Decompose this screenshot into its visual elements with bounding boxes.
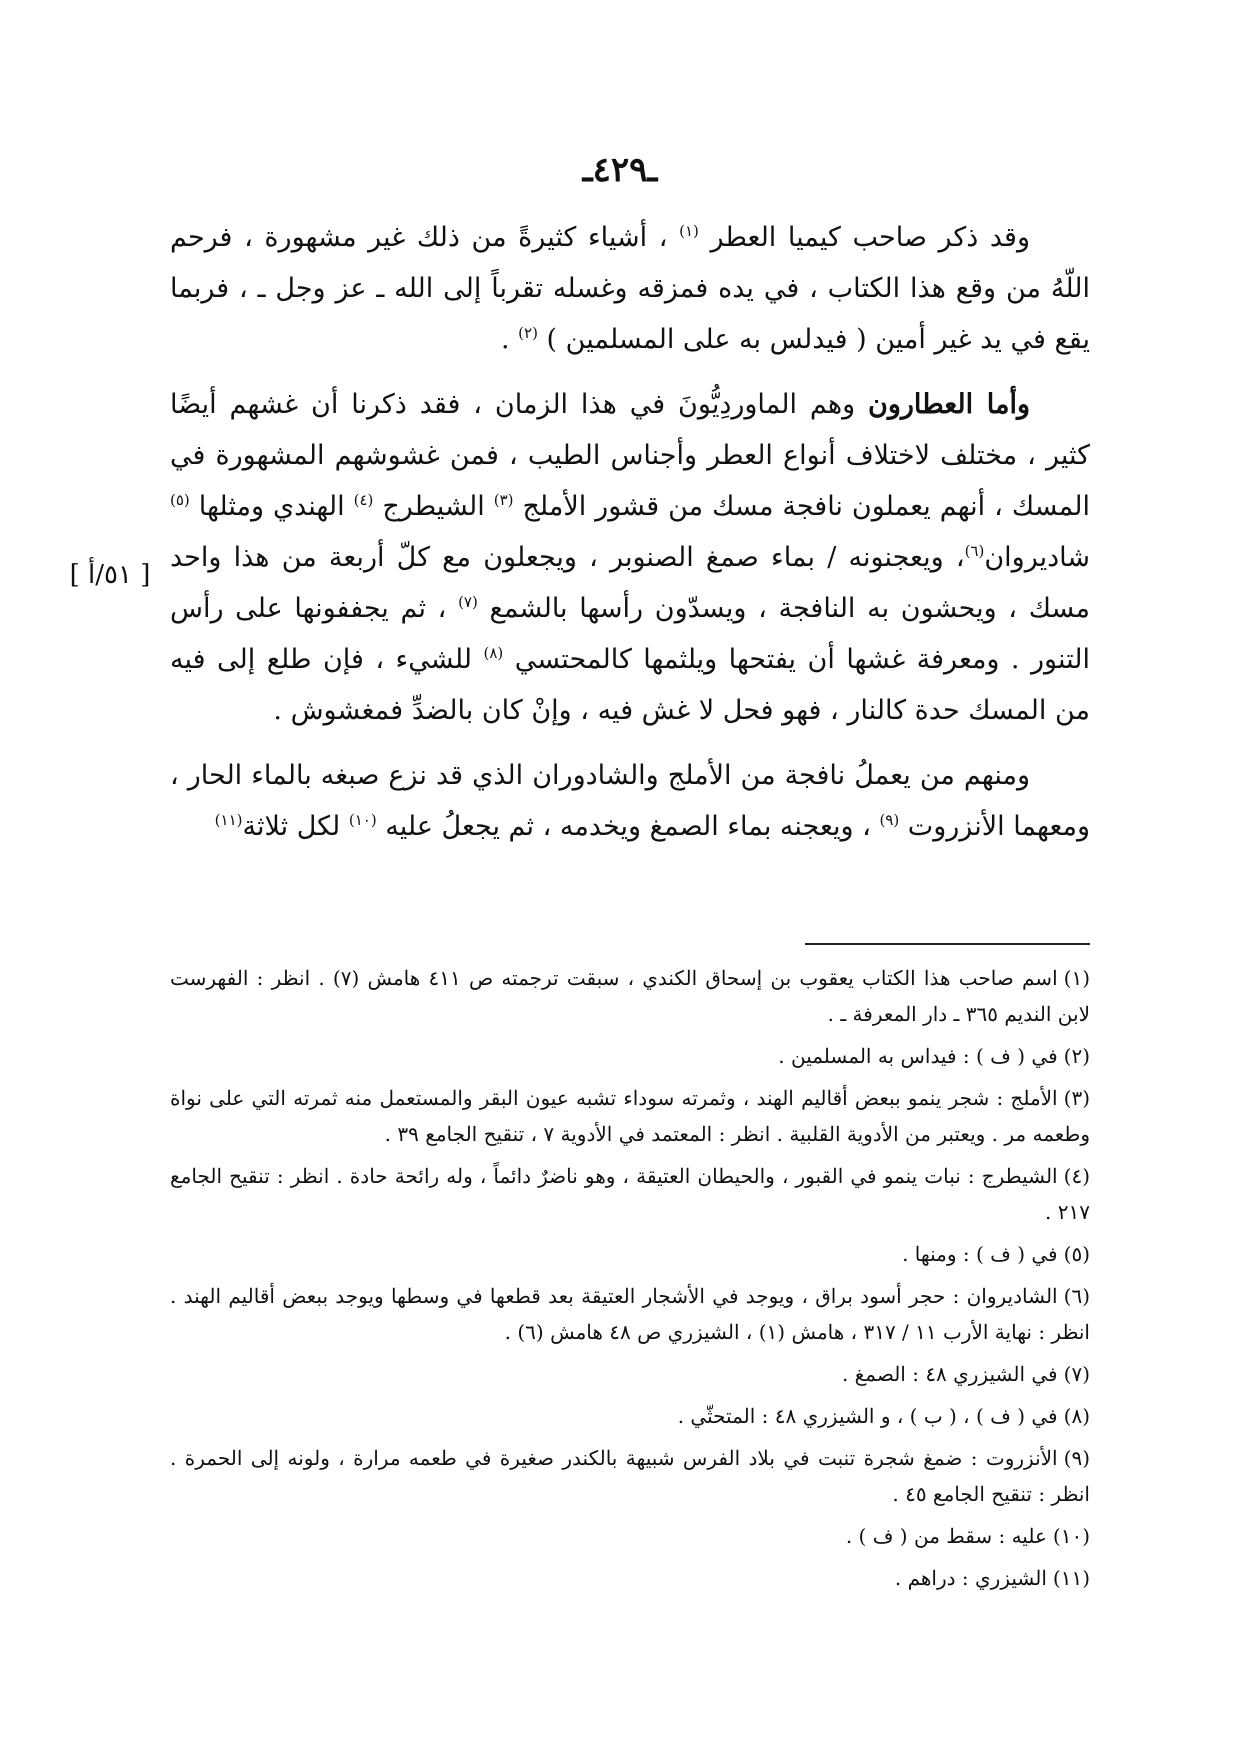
footnote <box>170 1356 1090 1392</box>
text-segment: ، ثم يجففونها على رأس التنور . ومعرفة غشها أن يفتحها ويلثمها كالمحتسي <box>170 593 1090 675</box>
footnote-number: (٨) <box>1063 1404 1090 1428</box>
text-segment: ، ويعجنه بماء الصمغ ويخدمه ، ثم يجعلُ عليه <box>376 811 880 842</box>
footnote <box>170 1278 1090 1350</box>
footnote-number: (١١) <box>1052 1566 1090 1590</box>
footnote-marker: (١١) <box>214 811 243 829</box>
footnote-marker: (٣) <box>493 491 514 509</box>
footnote-text: الشيزري : دراهم . <box>894 1566 1047 1590</box>
body-paragraph <box>170 750 1090 852</box>
footnote-number: (٩) <box>1063 1446 1090 1470</box>
text-segment: ، ويعجنونه / بماء صمغ الصنوبر ، ويجعلون مع كلّ أربعة من هذا واحد مسك ، ويحشون به النافجة ، ويسدّون رأسها بالشمع <box>170 542 1090 624</box>
footnote <box>170 1080 1090 1152</box>
footnote-marker: (٤) <box>353 491 374 509</box>
footnote-text: الأنزروت : ضمغ شجرة تنبت في بلاد الفرس شبيهة بالكندر صغيرة في طعمه مرارة ، ولونه إلى الحمرة . انظر : تنقيح الجامع ٤٥ . <box>170 1446 1090 1506</box>
footnote-marker: (٦) <box>964 542 985 560</box>
footnote-text: الشيطرج : نبات ينمو في القبور ، والحيطان العتيقة ، وهو ناضرٌ دائماً ، وله رائحة حادة . انظر : تنقيح الجامع ٢١٧ . <box>170 1164 1090 1224</box>
footnote-text: في الشيزري ٤٨ : الصمغ . <box>841 1362 1058 1386</box>
footnote <box>170 1440 1090 1512</box>
footnote <box>170 1518 1090 1554</box>
footnote <box>170 1038 1090 1074</box>
text-segment: ، أشياء كثيرةً من ذلك غير مشهورة ، فرحم اللّهُ من وقع هذا الكتاب ، في يده فمزقه وغسله تقرباً إلى الله ـ عز وجل ـ ، فربما يقع في يد غير أمين ( فيدلس به على المسلمين ) <box>170 222 1090 355</box>
footnote-number: (٥) <box>1063 1242 1090 1266</box>
footnotes <box>170 960 1090 1602</box>
footnote-text: في ( ف ) : ومنها . <box>902 1242 1058 1266</box>
footnote <box>170 1398 1090 1434</box>
main-text <box>170 212 1090 866</box>
footnote-text: اسم صاحب هذا الكتاب يعقوب بن إسحاق الكندي ، سبقت ترجمته ص ٤١١ هامش (٧) . انظر : الفهرست لابن النديم ٣٦٥ ـ دار المعرفة ـ . <box>170 966 1090 1026</box>
body-paragraph <box>170 212 1090 365</box>
footnote-separator <box>805 943 1090 945</box>
footnote-text: عليه : سقط من ( ف ) . <box>845 1524 1047 1548</box>
manuscript-folio-reference: [ ٥١/أ ] <box>69 560 151 590</box>
text-segment: . <box>501 324 519 355</box>
text-segment: شاديروان <box>984 542 1090 573</box>
footnote-marker: (٥) <box>170 491 190 509</box>
footnote-number: (٣) <box>1063 1086 1090 1110</box>
footnote-marker: (٢) <box>518 324 538 342</box>
footnote-marker: (١٠) <box>348 811 377 829</box>
footnote <box>170 1236 1090 1272</box>
text-segment: ومنهم من يعملُ نافجة من الأملج والشادوران الذي قد نزع صبغه بالماء الحار ، ومعهما الأنزروت <box>170 760 1090 842</box>
body-paragraph <box>170 379 1090 736</box>
footnote-number: (١) <box>1063 966 1090 990</box>
footnote-text: الأملج : شجر ينمو ببعض أقاليم الهند ، وثمرته سوداء تشبه عيون البقر والمستعمل منه ثمرته التي على نواة وطعمه مر . ويعتبر من الأدوية القلبية . انظر : المعتمد في الأدوية ٧ ، تنقيح الجامع ٣٩ . <box>170 1086 1090 1146</box>
footnote <box>170 1560 1090 1596</box>
text-segment: لكل ثلاثة <box>242 811 349 842</box>
text-segment: وهم الماوردِيُّونَ في هذا الزمان ، فقد ذكرنا أن غشهم أيضًا كثير ، مختلف لاختلاف أنواع العطر وأجناس الطيب ، فمن غشوشهم المشهورة في المسك ، أنهم يعملون نافجة مسك من قشور الأملج <box>170 389 1090 522</box>
footnote-text: في ( ف ) : فيداس به المسلمين . <box>778 1044 1058 1068</box>
footnote-text: في ( ف ) ، ( ب ) ، و الشيزري ٤٨ : المتحثّي . <box>677 1404 1058 1428</box>
text-segment: الهندي ومثلها <box>189 491 354 522</box>
text-segment: وقد ذكر صاحب كيميا العطر <box>698 222 1030 253</box>
footnote-marker: (٨) <box>483 644 504 662</box>
footnote-number: (٢) <box>1063 1044 1090 1068</box>
footnote-number: (٦) <box>1063 1284 1090 1308</box>
footnote-number: (٤) <box>1063 1164 1090 1188</box>
footnote <box>170 960 1090 1032</box>
footnote-number: (١٠) <box>1052 1524 1090 1548</box>
footnote-marker: (١) <box>679 222 699 240</box>
footnote-marker: (٧) <box>458 593 478 611</box>
footnote <box>170 1158 1090 1230</box>
page-number: ـ٤٢٩ـ <box>582 150 658 190</box>
footnote-number: (٧) <box>1063 1362 1090 1386</box>
footnote-marker: (٩) <box>879 811 900 829</box>
footnote-text: الشاديروان : حجر أسود براق ، ويوجد في الأشجار العتيقة بعد قطعها في وسطها ويوجد ببعض أقاليم الهند . انظر : نهاية الأرب ١١ / ٣١٧ ، هامش (١) ، الشيزري ص ٤٨ هامش (٦) . <box>170 1284 1090 1344</box>
text-segment: الشيطرج <box>373 491 494 522</box>
text-segment: للشيء ، فإن طلع إلى فيه من المسك حدة كالنار ، فهو فحل لا غش فيه ، وإنْ كان بالضدِّ فمغشوش . <box>170 644 1090 726</box>
bold-heading-term: وأما العطارون <box>868 389 1030 420</box>
